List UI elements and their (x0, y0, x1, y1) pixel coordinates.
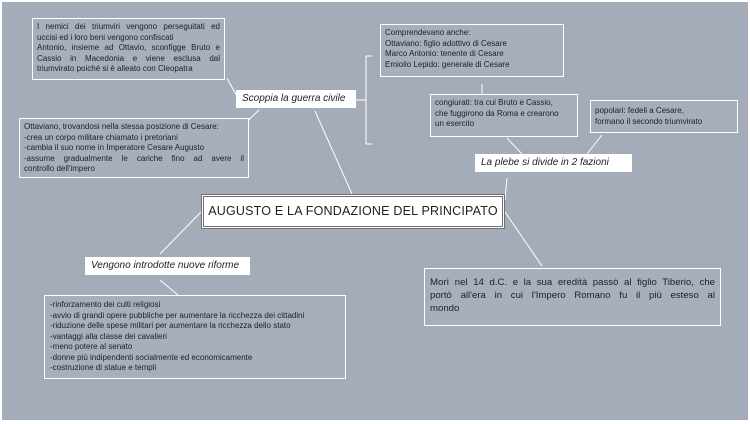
comprendevano-line-1: Comprendevano anche: (385, 28, 471, 37)
main-title-text: AUGUSTO E LA FONDAZIONE DEL PRINCIPATO (208, 204, 498, 218)
box-ottaviano (19, 118, 249, 178)
ottaviano-line-2: -crea un corpo militare chiamato i pretoriani (24, 132, 178, 142)
link-title-riforme (160, 212, 201, 254)
riforme-item-5: -meno potere al senato (50, 342, 133, 351)
box-nemici (32, 18, 225, 80)
link-plebe-popolari (587, 135, 602, 154)
popolari-line-2: formano il secondo triumvirato (595, 116, 703, 126)
link-title-morte (505, 212, 542, 266)
comprendevano-line-2: Ottaviano: figlio adottivo di Cesare (385, 38, 507, 48)
label-guerra-civile: Scoppia la guerra civile (236, 90, 356, 108)
comprendevano-line-4: Emiolio Lepido: generale di Cesare (385, 59, 510, 69)
mind-map-canvas (2, 2, 748, 420)
box-congiurati (430, 94, 578, 137)
ottaviano-line-3: -cambia il suo nome in Imperatore Cesare Augusto (24, 143, 205, 152)
link-guerra-comprendevano (356, 56, 372, 144)
box-morte (424, 268, 721, 326)
box-comprendevano (380, 24, 564, 77)
morte-line-2: portò all'era in cui l'Impero Romano fu il più esteso al (430, 290, 715, 301)
nemici-line-3: Antonio, insieme ad Ottavio, sconfigge Bruto e (37, 43, 220, 52)
nemici-line-1: I nemici dei triumviri vengono perseguitati ed (37, 22, 220, 31)
nemici-line-5: triumvirato poiché si è alleato con Cleopatra (37, 64, 193, 73)
popolari-line-1: popolari: fedeli a Cesare, (595, 106, 684, 115)
ottaviano-line-5: controllo dell'impero (24, 164, 95, 173)
congiurati-line-2: che fuggirono da Roma e crearono (435, 108, 559, 118)
riforme-item-2: -avvio di grandi opere pubbliche per aumentare la ricchezza dei cittadini (50, 310, 305, 320)
riforme-item-6: -donne più indipendenti socialmente ed economicamente (50, 352, 253, 362)
ottaviano-line-1: Ottaviano, trovandosi nella stessa posizione di Cesare: (24, 122, 219, 131)
morte-line-3: mondo (430, 303, 460, 314)
riforme-item-4: -vantaggi alla classe dei cavalieri (50, 331, 167, 341)
label-riforme: Vengono introdotte nuove riforme (85, 257, 250, 275)
ottaviano-line-4: -assume gradualmente le cariche fino ad avere il (24, 153, 244, 163)
main-title (201, 194, 505, 229)
link-title-plebe (505, 178, 507, 200)
link-plebe-congiurati (507, 138, 522, 154)
box-riforme-lista (44, 295, 346, 379)
box-popolari (590, 100, 738, 133)
riforme-item-3: -riduzione delle spese militari per aumentare la ricchezza dello stato (50, 321, 291, 330)
congiurati-line-3: un esercito (435, 119, 475, 128)
congiurati-line-1: congiurati: tra cui Bruto e Cassio, (435, 98, 553, 107)
morte-line-1: Morì nel 14 d.C. e la sua eredità passò al figlio Tiberio, che (430, 277, 715, 288)
nemici-line-2: uccisi ed i loro beni vengono confiscati (37, 32, 174, 42)
riforme-item-7: -costruzione di statue e templi (50, 363, 157, 372)
riforme-item-1: -rinforzamento dei culti religiosi (50, 300, 161, 309)
link-title-guerra (315, 111, 352, 194)
comprendevano-line-3: Marco Antonio: tenente di Cesare (385, 49, 504, 58)
nemici-line-4: Cassio in Macedonia e viene esclusa dal (37, 53, 220, 63)
label-plebe: La plebe si divide in 2 fazioni (475, 154, 632, 172)
link-riforme-lista (160, 280, 178, 295)
